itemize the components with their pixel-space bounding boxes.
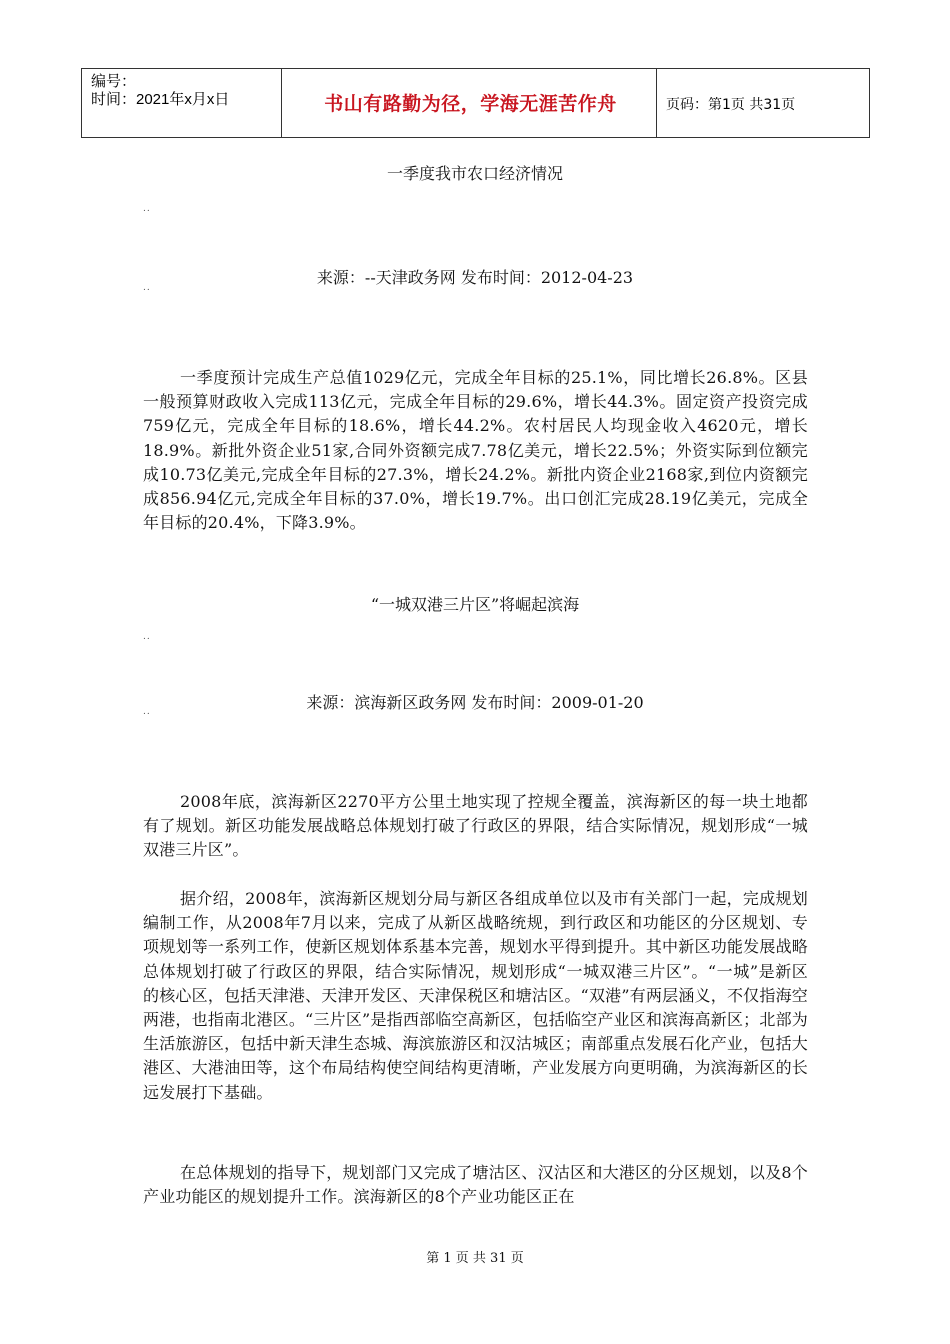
header-divider-1 [281, 69, 282, 137]
header-divider-2 [656, 69, 657, 137]
article2-source-line: 来源：滨海新区政务网 发布时间：2009-01-20 [306, 693, 644, 712]
page-footer: 第 1 页 共 31 页 [426, 1251, 524, 1266]
article1-paragraph: 一季度预计完成生产总值1029亿元，完成全年目标的25.1%，同比增长26.8%。区县一般预算财政收入完成113亿元，完成全年目标的29.6%，增长44.3%。固定资产投资完成759亿元，完成全年目标的18.6%，增长44.2%。农村居民人均现金收入4620元，增长18.9%。新批外资企业51家,合同外资额完成7.78亿美元，增长22.5%；外资实际到位额完成10.73亿美元,完成全年目标的27.3%，增长24.2%。新批内资企业2168家,到位内资额完成856.94亿元,完成全年目标的37.0%，增长19.7%。出口创汇完成28.19亿美元，完成全年目标的20.4%，下降3.9%。 [143, 368, 808, 533]
separator-dots: .. [143, 632, 151, 642]
header-page-info: 页码：第1页 共31页 [666, 97, 796, 113]
separator-dots: .. [143, 283, 151, 293]
article1-source-line: 来源：--天津政务网 发布时间：2012-04-23 [316, 268, 634, 287]
header-motto: 书山有路勤为径，学海无涯苦作舟 [324, 93, 617, 115]
header-border-right [869, 69, 870, 137]
time-label: 时间：2021年x月x日 [91, 91, 230, 108]
separator-dots: .. [143, 204, 151, 214]
separator-dots: .. [143, 707, 151, 717]
article2-title: “一城双港三片区”将崛起滨海 [370, 595, 580, 614]
article2-paragraph-3: 在总体规划的指导下，规划部门又完成了塘沽区、汉沽区和大港区的分区规划，以及8个产业功能区的规划提升工作。滨海新区的8个产业功能区正在 [143, 1163, 808, 1207]
article2-paragraph-2: 据介绍，2008年，滨海新区规划分局与新区各组成单位以及市有关部门一起，完成规划编制工作，从2008年7月以来，完成了从新区战略统规，到行政区和功能区的分区规划、专项规划等一系列工作，使新区规划体系基本完善，规划水平得到提升。其中新区功能发展战略总体规划打破了行政区的界限，结合实际情况，规划形成“一城双港三片区”。“一城”是新区的核心区，包括天津港、天津开发区、天津保税区和塘沽区。“双港”有两层涵义，不仅指海空两港，也指南北港区。“三片区”是指西部临空高新区，包括临空产业区和滨海高新区；北部为生活旅游区，包括中新天津生态城、海滨旅游区和汉沽城区；南部重点发展石化产业，包括大港区、大港油田等，这个布局结构使空间结构更清晰，产业发展方向更明确，为滨海新区的长远发展打下基础。 [143, 889, 808, 1102]
number-label: 编号： [91, 73, 137, 90]
page-header [81, 68, 870, 138]
header-meta [91, 73, 229, 109]
header-border-left [81, 69, 82, 137]
article1-title: 一季度我市农口经济情况 [386, 164, 563, 183]
article2-paragraph-1: 2008年底，滨海新区2270平方公里土地实现了控规全覆盖，滨海新区的每一块土地都有了规划。新区功能发展战略总体规划打破了行政区的界限，结合实际情况，规划形成“一城双港三片区”。 [143, 792, 808, 860]
